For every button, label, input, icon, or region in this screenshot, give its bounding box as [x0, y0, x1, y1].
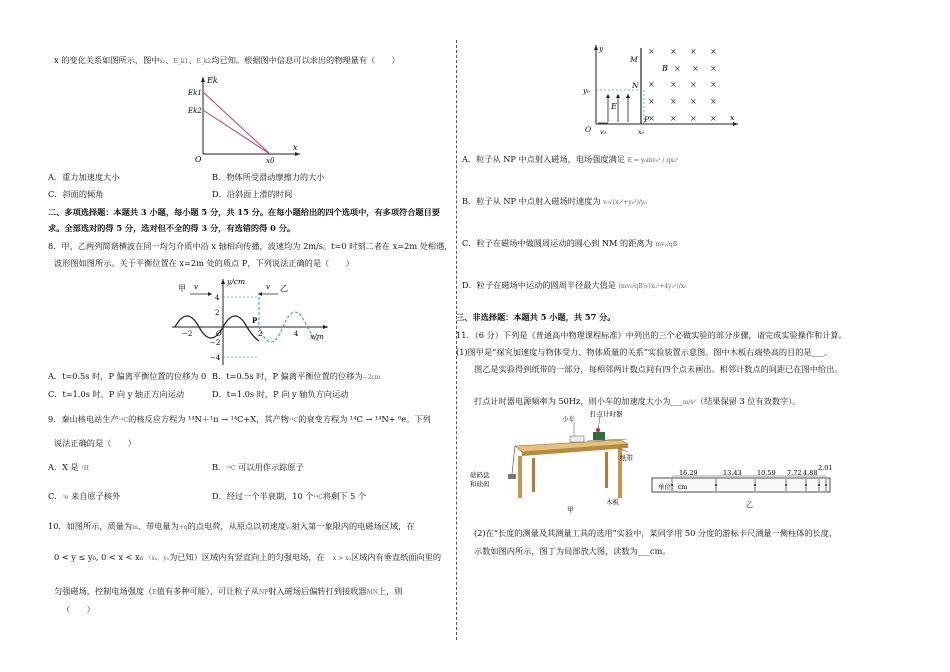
tape-d6: 2.01: [818, 464, 833, 472]
b-field-label: B: [662, 64, 668, 73]
paper-tape: [650, 465, 836, 510]
q9-option-a: A．X 是 ¹H: [48, 462, 89, 472]
q8-option-c: C．t=1.0s 时，P 向 y 轴正方向运动: [48, 389, 185, 399]
svg-text:×: ×: [670, 97, 677, 106]
svg-text:×: ×: [670, 47, 677, 56]
y-tick-2: 2: [215, 309, 220, 317]
q9-option-c: C．⁰e 来自原子核外: [48, 491, 121, 501]
svg-text:×: ×: [648, 47, 655, 56]
board-label: 木板: [606, 498, 619, 506]
origin-label: O: [195, 155, 202, 164]
q11-part1-line3: 打点计时器电源频率为 50Hz，则小车的加速度大小为___m/s²（结果保留 3 位有效数字）。: [474, 396, 801, 406]
q10-answer-paren: （ ）: [62, 604, 95, 614]
weights-label-2: 和砝码: [470, 480, 490, 488]
ek-axis-label: Ek: [207, 76, 218, 85]
x0-label: x0: [266, 157, 275, 165]
q10-option-d: D．粒子在磁场中运动的圆周半径最大值是 (mv₀/qB)√(x₀²+4y₀²)/x₀: [462, 280, 687, 290]
svg-text:×: ×: [648, 114, 655, 123]
wave-v-right: v: [266, 283, 270, 291]
x-tick-4: 4: [294, 330, 299, 338]
q10-option-b: B．粒子从 NP 中点射入磁场时速度为 v₀√(x₀²+y₀²)/y₀: [462, 196, 647, 206]
x-tick-2: 2: [258, 330, 263, 338]
q8-stem-line2: 波形图如图所示。关于平衡位置在 x=2m 处的质点 P，下列说法正确的是（ ）: [54, 258, 354, 268]
tape-label: 纸带: [620, 454, 633, 462]
y-tick-m2: −2: [210, 339, 221, 347]
wave-origin: O: [216, 330, 222, 338]
point-p-label: P: [252, 316, 258, 325]
weights-label-1: 砝码盘: [470, 471, 490, 479]
point-p-fig3: P: [644, 115, 650, 124]
svg-text:×: ×: [674, 64, 681, 73]
section2-heading-line2: 求。全部选对的得 5 分，选对但不全的得 3 分，有选错的得 0 分。: [48, 223, 296, 233]
svg-text:×: ×: [648, 97, 655, 106]
fig-yi-label: 乙: [746, 501, 753, 509]
q11-part1-line1: (1)图甲是“探究加速度与物体受力、物体质量的关系”实验装置示意图。图中木板右端垫高的目的是___。: [456, 347, 833, 357]
ek1-label: Ek1: [188, 89, 202, 97]
ek2-label: Ek2: [188, 107, 202, 115]
svg-text:×: ×: [690, 97, 697, 106]
q8-option-d: D．t=1.0s 时，P 向 y 轴负方向运动: [212, 389, 349, 399]
q10-stem-line3: 匀强磁场，控制电场强度（E值有多种可能），可让粒子从NP射入磁场后偏转打到接收器MN上，则: [54, 586, 403, 596]
tape-d2: 13.43: [723, 469, 742, 477]
svg-text:×: ×: [710, 97, 717, 106]
svg-text:×: ×: [648, 80, 655, 89]
q8-option-a: A．t=0.5s 时，P 偏离平衡位置的位移为 0: [48, 371, 207, 381]
wave-x-label: x/m: [310, 332, 324, 341]
q7-option-b: B．物体所受滑动摩擦力的大小: [212, 172, 325, 182]
q9-stem-line1: 9．秦山核电站生产¹⁴C的核反应方程为 ¹⁴N＋¹n → ¹⁴C+X，其产物¹⁴C的衰变方程为 ¹⁴C → ¹⁴N+ ⁰e。下列: [48, 414, 431, 424]
tape-d4: 7.72: [787, 469, 802, 477]
q10-stem-line1: 10．如图所示，质量为m、带电量为+q的点电荷，从原点以初速度v₀射入第一象限内的电磁场区域，在: [48, 521, 415, 531]
svg-text:×: ×: [670, 80, 677, 89]
x-axis-label: x: [293, 143, 298, 152]
q11-stem-line1: 11．（6 分）下列是《普通高中物理课程标准》中列出的三个必做实验的部分步骤，请完成实验操作和计算。: [456, 330, 847, 340]
tape-d3: 10.59: [757, 469, 776, 477]
q11-part1-line2: 图乙是实验得到纸带的一部分，每相邻两计数点间有四个点未画出。相邻计数点的间距已在图中给出。: [474, 364, 843, 374]
svg-text:×: ×: [710, 114, 717, 123]
point-n-label: N: [632, 81, 639, 90]
wave-v-left: v: [194, 283, 198, 291]
q7-option-a: A．重力加速度大小: [48, 172, 120, 182]
q9-option-b: B．¹⁴C 可以用作示踪原子: [212, 462, 304, 472]
q8-stem-line1: 8．甲、乙两列简谐横波在同一均匀介质中沿 x 轴相向传播，波速均为 2m/s。t=0 时刻二者在 x=2m 处相遇，: [48, 241, 453, 251]
em-field-diagram: [578, 42, 743, 134]
timer-label: 打点计时器: [590, 410, 623, 418]
e-field-label: E: [611, 102, 617, 111]
q9-stem-line2: 说法正确的是（ ）: [54, 438, 136, 448]
y-tick-4: 4: [215, 294, 220, 302]
fig-jia-label: 甲: [567, 506, 574, 514]
q8-option-b: B．t=0.5s 时，P 偏离平衡位置的位移为−2cm: [212, 371, 381, 381]
q10-stem-line2: 0 < y ≤ y₀, 0 < x < x₀ （x₀、y₀为已知）区域内有竖直向上的匀强电场，在 x > x₀区域内有垂直纸面向里的: [54, 552, 442, 562]
q7-option-d: D．沿斜面上滑的时间: [212, 189, 293, 199]
wave-jia-label: 甲: [178, 284, 186, 293]
section2-heading-line1: 二、多项选择题：本题共 3 小题，每小题 5 分，共 15 分。在每小题给出的四个选项中，有多项符合题目要: [48, 207, 440, 217]
wave-y-label: y/cm: [227, 277, 246, 286]
tape-d5: 4.88: [803, 469, 818, 477]
q9-option-d: D．经过一个半衰期，10 个¹⁴C将剩下 5 个: [212, 491, 367, 501]
fig3-y-label: y: [599, 44, 604, 53]
wave-yi-label: 乙: [280, 284, 288, 293]
tape-unit: 单位：cm: [658, 483, 688, 491]
q10-option-c: C．粒子在磁场中做圆周运动的圆心到 NM 的距离为 mv₀/qB: [462, 238, 678, 248]
y0-label: y₀: [583, 87, 590, 95]
fig3-x-label: x: [730, 113, 735, 122]
svg-text:×: ×: [690, 114, 697, 123]
section3-heading: 三、非选择题：本题共 5 小题，共 57 分。: [456, 312, 616, 322]
svg-text:×: ×: [710, 64, 717, 73]
experiment-apparatus: [470, 412, 640, 512]
q10-option-a: A．粒子从 NP 中点射入磁场，电场强度满足 E = y₀mv₀² / qx₀²: [462, 154, 679, 164]
ek-x-graph: [185, 72, 310, 167]
fig3-origin: O: [585, 125, 592, 134]
fig3-v0-label: v₀: [600, 128, 607, 136]
point-m-label: M: [630, 55, 638, 64]
car-label: 小车: [562, 415, 575, 423]
y-tick-m4: −4: [210, 354, 221, 362]
x-tick-m2: −2: [182, 330, 193, 338]
q7-stem-line: x 的变化关系如图所示，图中x₀、E_k1、E_k2均已知。根据图中信息可以求出的物理量有（ ）: [54, 55, 400, 65]
svg-text:×: ×: [690, 80, 697, 89]
q11-part2-line1: (2)在“长度的测量及其测量工具的选用”实验中，某同学用 50 分度的游标卡尺测量一侧柱体的长度，: [474, 528, 838, 538]
svg-text:×: ×: [710, 47, 717, 56]
svg-text:×: ×: [692, 64, 699, 73]
svg-text:×: ×: [690, 47, 697, 56]
wave-graph: [170, 275, 340, 367]
svg-text:×: ×: [710, 80, 717, 89]
fig3-x0-label: x₀: [638, 128, 645, 136]
tape-d1: 16.29: [679, 469, 698, 477]
svg-text:×: ×: [670, 114, 677, 123]
magnetic-field-crosses: [648, 47, 717, 123]
q7-option-c: C．斜面的倾角: [48, 189, 104, 199]
q11-part2-line2: 示数如图内所示，图丁为局部放大图，读数为___cm。: [474, 546, 671, 556]
